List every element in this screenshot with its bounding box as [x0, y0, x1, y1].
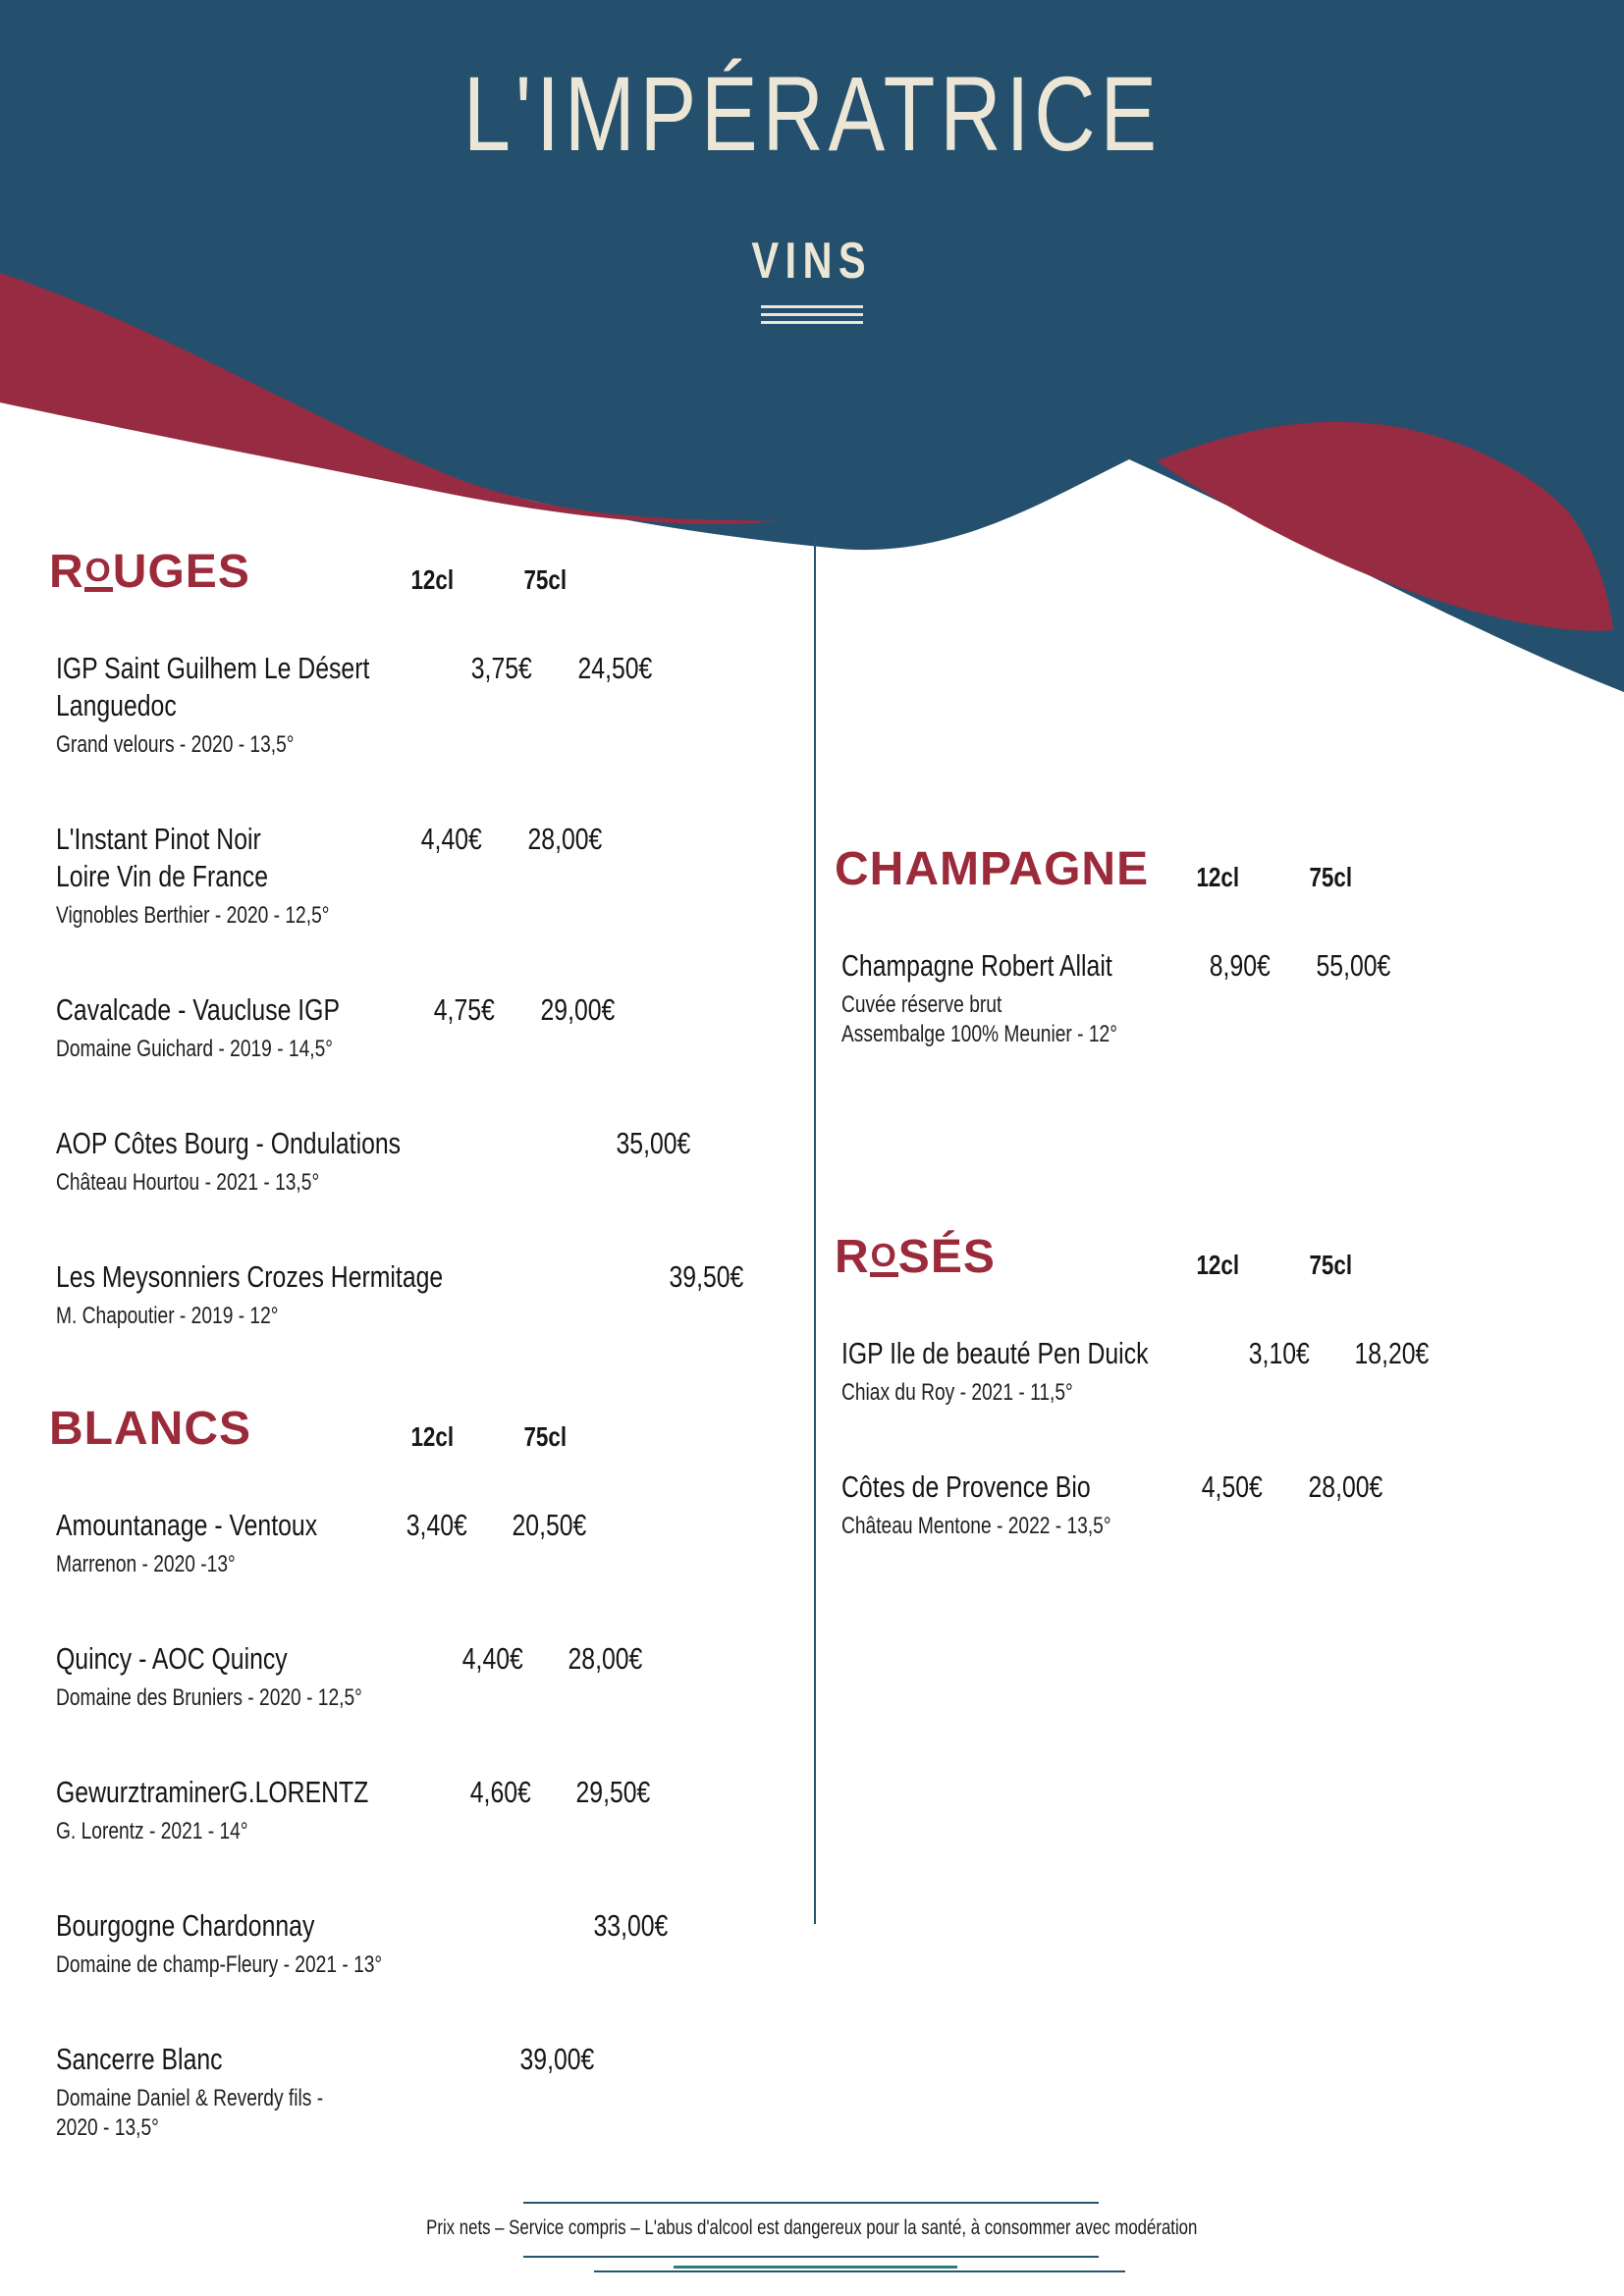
wine-price-75cl: 33,00€ — [593, 1908, 669, 1943]
wine-details: G. Lorentz - 2021 - 14° — [56, 1818, 248, 1844]
logo-triple-rule — [0, 300, 1624, 324]
section-title: CHAMPAGNE — [835, 843, 1150, 895]
section-blancs — [49, 1392, 669, 2204]
wine-details: Chiax du Roy - 2021 - 11,5° — [841, 1379, 1073, 1406]
wine-price-12cl: 3,40€ — [406, 1508, 467, 1542]
wine-name: Amountanage - Ventoux — [56, 1508, 318, 1542]
wine-price-75cl: 24,50€ — [577, 651, 653, 685]
wine-item — [49, 821, 604, 931]
wine-details: Domaine Guichard - 2019 - 14,5° — [56, 1036, 333, 1062]
wine-name-block — [49, 991, 410, 1064]
wine-item — [49, 1125, 691, 1198]
column-divider — [814, 535, 816, 1924]
wine-name: Loire Vin de France — [56, 859, 268, 893]
stylized-letter-o: O — [870, 1241, 898, 1277]
section-header — [49, 535, 604, 596]
wine-name-block — [49, 1125, 487, 1198]
wine-name: Bourgogne Chardonnay — [56, 1908, 315, 1943]
wine-price-75cl: 28,00€ — [527, 822, 602, 856]
wine-price-75cl: 39,50€ — [669, 1259, 744, 1294]
wine-name: IGP Ile de beauté Pen Duick — [841, 1336, 1149, 1370]
size-column-label-12cl: 12cl — [410, 564, 454, 596]
wine-item — [49, 650, 653, 760]
wine-name: Sancerre Blanc — [56, 2042, 223, 2076]
section-champagne — [835, 832, 1389, 1110]
wine-item — [49, 1640, 643, 1713]
section-title: ROSÉS — [835, 1231, 996, 1283]
wine-name-block — [49, 1640, 439, 1713]
wine-name: Champagne Robert Allait — [841, 948, 1112, 983]
wine-name: Quincy - AOC Quincy — [56, 1641, 288, 1676]
wine-item — [49, 991, 616, 1064]
wine-price-12cl: 4,60€ — [469, 1775, 531, 1809]
footer-rule-bottom — [594, 2270, 1125, 2272]
footer-rule-top — [523, 2202, 1099, 2204]
size-column-label-75cl: 75cl — [523, 564, 567, 596]
size-column-label-12cl: 12cl — [410, 1421, 454, 1453]
wine-name: AOP Côtes Bourg - Ondulations — [56, 1126, 402, 1160]
wine-details: Marrenon - 2020 -13° — [56, 1551, 236, 1577]
wine-price-12cl: 4,75€ — [434, 992, 496, 1027]
wine-list — [49, 1507, 669, 2143]
wine-name: Côtes de Provence Bio — [841, 1469, 1091, 1504]
wine-name: GewurztraminerG.LORENTZ — [56, 1775, 369, 1809]
wine-price-12cl — [390, 2041, 498, 2143]
wine-list — [835, 947, 1389, 1049]
wine-name-block — [835, 1335, 1225, 1408]
wine-name-block — [835, 1468, 1178, 1541]
wine-item — [49, 1774, 651, 1846]
section-header — [835, 832, 1389, 893]
wine-price-12cl — [487, 1125, 595, 1198]
logo-rule-line — [761, 305, 863, 308]
wine-name-block — [49, 1258, 540, 1331]
wine-item — [49, 1907, 669, 1980]
size-column-label-75cl: 75cl — [523, 1421, 567, 1453]
wine-details: Assembalge 100% Meunier - 12° — [841, 1021, 1117, 1047]
size-column-label-75cl: 75cl — [1309, 862, 1352, 893]
wine-price-75cl: 18,20€ — [1354, 1336, 1430, 1370]
wine-price-75cl: 55,00€ — [1316, 948, 1391, 983]
size-column-label-12cl: 12cl — [1196, 862, 1239, 893]
section-roses — [835, 1220, 1430, 1602]
wine-name-block — [49, 1907, 463, 1980]
wine-price-75cl: 20,50€ — [512, 1508, 587, 1542]
wine-details: Château Hourtou - 2021 - 13,5° — [56, 1169, 320, 1196]
wine-price-75cl: 39,00€ — [519, 2042, 595, 2076]
wine-name-block — [49, 650, 448, 760]
wine-price-75cl: 29,00€ — [540, 992, 616, 1027]
menu-type-label: VINS — [751, 233, 873, 290]
size-column-label-12cl: 12cl — [1196, 1250, 1239, 1281]
wine-name: L'Instant Pinot Noir — [56, 822, 261, 856]
wine-price-12cl: 8,90€ — [1210, 948, 1272, 983]
wine-details: Grand velours - 2020 - 13,5° — [56, 731, 295, 758]
wine-price-75cl: 35,00€ — [616, 1126, 691, 1160]
wine-price-12cl — [540, 1258, 648, 1331]
wine-item — [49, 2041, 604, 2143]
wine-item — [49, 1507, 604, 1579]
wine-name: Les Meysonniers Crozes Hermitage — [56, 1259, 444, 1294]
restaurant-logo-title: L'IMPÉRATRICE — [462, 54, 1162, 173]
wine-list — [835, 1335, 1430, 1541]
wine-details: Vignobles Berthier - 2020 - 12,5° — [56, 902, 330, 929]
section-title: BLANCS — [49, 1403, 251, 1455]
wine-item — [835, 1335, 1430, 1408]
footer-legal-text: Prix nets – Service compris – L'abus d'alcool est dangereux pour la santé, à consommer avec modération — [426, 2216, 1198, 2239]
wine-details: Cuvée réserve brut — [841, 991, 1002, 1018]
wine-price-12cl: 3,10€ — [1248, 1336, 1310, 1370]
wine-details: M. Chapoutier - 2019 - 12° — [56, 1303, 279, 1329]
wine-price-12cl: 4,50€ — [1202, 1469, 1264, 1504]
wine-details: 2020 - 13,5° — [56, 2114, 159, 2141]
wine-details: Château Mentone - 2022 - 13,5° — [841, 1513, 1111, 1539]
wine-details: Domaine des Bruniers - 2020 - 12,5° — [56, 1684, 362, 1711]
wine-name-block — [49, 821, 398, 931]
wine-name: Languedoc — [56, 688, 177, 722]
wine-name-block — [49, 2041, 390, 2143]
wine-name-block — [49, 1507, 383, 1579]
section-title: ROUGES — [49, 546, 250, 598]
wine-details: Domaine de champ-Fleury - 2021 - 13° — [56, 1951, 383, 1978]
wine-name: IGP Saint Guilhem Le Désert — [56, 651, 370, 685]
section-rouges — [49, 535, 744, 1392]
wine-price-75cl: 29,50€ — [575, 1775, 651, 1809]
wine-item — [835, 1468, 1389, 1541]
logo-rule-line — [761, 313, 863, 316]
wine-item — [835, 947, 1389, 1049]
section-header — [835, 1220, 1389, 1281]
wine-name-block — [835, 947, 1186, 1049]
wine-price-75cl: 28,00€ — [568, 1641, 643, 1676]
wine-price-12cl: 3,75€ — [471, 651, 533, 685]
wine-details: Domaine Daniel & Reverdy fils - — [56, 2085, 324, 2111]
section-header — [49, 1392, 604, 1453]
wine-list — [49, 650, 744, 1331]
wine-price-75cl: 28,00€ — [1308, 1469, 1383, 1504]
wine-name-block — [49, 1774, 447, 1846]
wine-price-12cl: 4,40€ — [421, 822, 483, 856]
wine-price-12cl: 4,40€ — [461, 1641, 523, 1676]
wine-price-12cl — [463, 1907, 571, 1980]
wine-item — [49, 1258, 744, 1331]
size-column-label-75cl: 75cl — [1309, 1250, 1352, 1281]
logo-rule-line — [761, 321, 863, 324]
wine-name: Cavalcade - Vaucluse IGP — [56, 992, 341, 1027]
footer-rule-middle — [523, 2256, 1099, 2258]
stylized-letter-o: O — [84, 556, 113, 592]
footer-rule-teal — [674, 2266, 957, 2269]
